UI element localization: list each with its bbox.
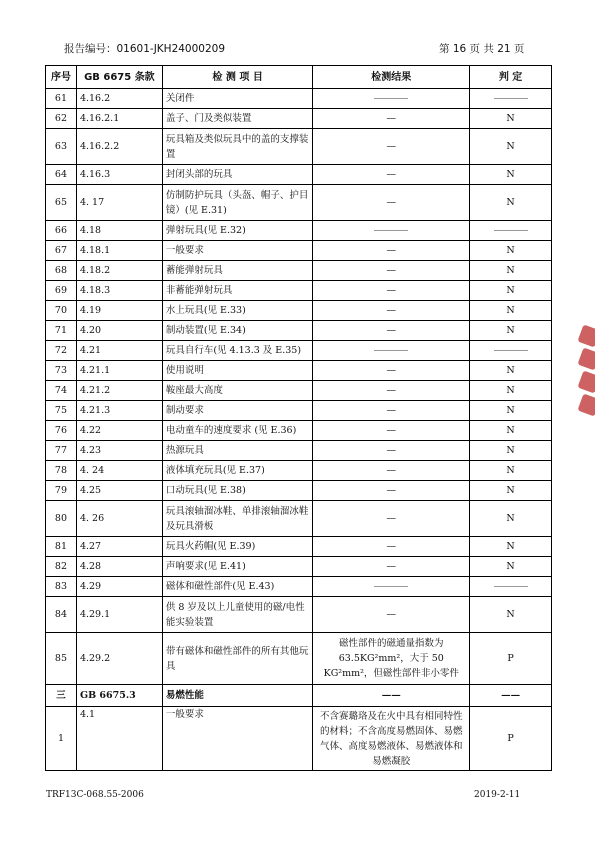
row-number: 83 <box>46 577 77 597</box>
row-number: 81 <box>46 537 77 557</box>
result-cell: — <box>313 261 470 281</box>
result-cell: — <box>313 537 470 557</box>
clause-cell: 4.18.1 <box>76 241 162 261</box>
verdict-cell: N <box>470 481 552 501</box>
table-row <box>46 501 552 537</box>
item-cell: 玩具滚轴溜冰鞋、单排滚轴溜冰鞋及玩具滑板 <box>162 501 313 537</box>
result-cell: — <box>313 241 470 261</box>
col-header-result: 检测结果 <box>313 66 470 89</box>
clause-cell: 4.1 <box>76 707 162 771</box>
result-cell: 不含赛璐珞及在火中具有相同特性的材料；不含高度易燃固体、易燃气体、高度易燃液体、易燃液体和易燃凝胶 <box>313 707 470 771</box>
row-number: 74 <box>46 381 77 401</box>
clause-cell: 4.23 <box>76 441 162 461</box>
clause-cell: 4. 26 <box>76 501 162 537</box>
result-cell: — <box>313 597 470 633</box>
verdict-cell: N <box>470 129 552 165</box>
row-number: 71 <box>46 321 77 341</box>
row-number: 84 <box>46 597 77 633</box>
item-cell: 声响要求(见 E.41) <box>162 557 313 577</box>
clause-cell: 4.16.2.1 <box>76 109 162 129</box>
item-cell: 玩具自行车(见 4.13.3 及 E.35) <box>162 341 313 361</box>
clause-cell: 4.16.3 <box>76 165 162 185</box>
result-cell <box>313 89 470 109</box>
table-row <box>46 301 552 321</box>
item-cell: 液体填充玩具(见 E.37) <box>162 461 313 481</box>
clause-cell: 4.16.2 <box>76 89 162 109</box>
col-header-clause: GB 6675 条款 <box>76 66 162 89</box>
not-applicable-line <box>494 230 528 231</box>
table-row <box>46 241 552 261</box>
verdict-cell: N <box>470 537 552 557</box>
row-number: 68 <box>46 261 77 281</box>
verdict-cell: N <box>470 241 552 261</box>
item-cell: 一般要求 <box>162 707 313 771</box>
row-number: 72 <box>46 341 77 361</box>
row-number: 62 <box>46 109 77 129</box>
result-cell: — <box>313 381 470 401</box>
table-row <box>46 421 552 441</box>
clause-cell: 4.25 <box>76 481 162 501</box>
result-cell <box>313 221 470 241</box>
clause-cell: GB 6675.3 <box>76 685 162 707</box>
not-applicable-line <box>374 230 408 231</box>
verdict-cell: N <box>470 421 552 441</box>
row-number: 64 <box>46 165 77 185</box>
row-number: 66 <box>46 221 77 241</box>
table-row <box>46 461 552 481</box>
table-row <box>46 185 552 221</box>
result-cell: —— <box>313 685 470 707</box>
row-number: 79 <box>46 481 77 501</box>
verdict-cell: N <box>470 185 552 221</box>
item-cell: 封闭头部的玩具 <box>162 165 313 185</box>
item-cell: 玩具火药帽(见 E.39) <box>162 537 313 557</box>
item-cell: 使用说明 <box>162 361 313 381</box>
table-row <box>46 341 552 361</box>
item-cell: 带有磁体和磁性部件的所有其他玩具 <box>162 633 313 685</box>
item-cell: 电动童车的速度要求 (见 E.36) <box>162 421 313 441</box>
table-row <box>46 633 552 685</box>
clause-cell: 4. 17 <box>76 185 162 221</box>
table-row <box>46 321 552 341</box>
verdict-cell <box>470 89 552 109</box>
result-cell: — <box>313 401 470 421</box>
table-row <box>46 261 552 281</box>
item-cell: 磁体和磁性部件(见 E.43) <box>162 577 313 597</box>
result-cell <box>313 341 470 361</box>
table-row <box>46 481 552 501</box>
clause-cell: 4.18.2 <box>76 261 162 281</box>
item-cell: 制动装置(见 E.34) <box>162 321 313 341</box>
item-cell: 口动玩具(见 E.38) <box>162 481 313 501</box>
verdict-cell: P <box>470 633 552 685</box>
result-cell: — <box>313 321 470 341</box>
result-cell: — <box>313 185 470 221</box>
report-number: 报告编号：01601-JKH24000209 <box>64 43 226 55</box>
verdict-cell: N <box>470 165 552 185</box>
clause-cell: 4.16.2.2 <box>76 129 162 165</box>
table-row <box>46 281 552 301</box>
table-row <box>46 361 552 381</box>
clause-cell: 4.21.2 <box>76 381 162 401</box>
clause-cell: 4.18 <box>76 221 162 241</box>
row-number: 三 <box>46 685 77 707</box>
table-row <box>46 89 552 109</box>
result-cell: — <box>313 481 470 501</box>
result-cell: — <box>313 281 470 301</box>
result-cell: — <box>313 557 470 577</box>
result-cell: — <box>313 421 470 441</box>
footer-date: 2019-2-11 <box>474 790 521 800</box>
verdict-cell: N <box>470 401 552 421</box>
row-number: 69 <box>46 281 77 301</box>
verdict-cell <box>470 221 552 241</box>
item-cell: 鞍座最大高度 <box>162 381 313 401</box>
verdict-cell: N <box>470 597 552 633</box>
verdict-cell: N <box>470 321 552 341</box>
row-number: 85 <box>46 633 77 685</box>
verdict-cell: N <box>470 281 552 301</box>
not-applicable-line <box>374 586 408 587</box>
table-row <box>46 381 552 401</box>
row-number: 78 <box>46 461 77 481</box>
result-cell: 磁性部件的磁通量指数为 63.5KG²mm²，大于 50 KG²mm²，但磁性部件非小零件 <box>313 633 470 685</box>
result-cell: — <box>313 361 470 381</box>
table-row <box>46 109 552 129</box>
item-cell: 非蓄能弹射玩具 <box>162 281 313 301</box>
table-row <box>46 557 552 577</box>
clause-cell: 4.21.3 <box>76 401 162 421</box>
table-row <box>46 577 552 597</box>
row-number: 82 <box>46 557 77 577</box>
verdict-cell: N <box>470 109 552 129</box>
clause-cell: 4.19 <box>76 301 162 321</box>
clause-cell: 4. 24 <box>76 461 162 481</box>
item-cell: 盖子、门及类似装置 <box>162 109 313 129</box>
row-number: 70 <box>46 301 77 321</box>
verdict-cell: —— <box>470 685 552 707</box>
result-cell: — <box>313 109 470 129</box>
row-number: 75 <box>46 401 77 421</box>
table-row <box>46 685 552 707</box>
item-cell: 玩具箱及类似玩具中的盖的支撑装置 <box>162 129 313 165</box>
verdict-cell: N <box>470 557 552 577</box>
clause-cell: 4.22 <box>76 421 162 441</box>
item-cell: 弹射玩具(见 E.32) <box>162 221 313 241</box>
verdict-cell: N <box>470 501 552 537</box>
item-cell: 制动要求 <box>162 401 313 421</box>
item-cell: 一般要求 <box>162 241 313 261</box>
clause-cell: 4.21 <box>76 341 162 361</box>
row-number: 80 <box>46 501 77 537</box>
verdict-cell <box>470 577 552 597</box>
result-cell: — <box>313 165 470 185</box>
footer-form-code: TRF13C-068.55-2006 <box>46 790 144 800</box>
clause-cell: 4.27 <box>76 537 162 557</box>
clause-cell: 4.29 <box>76 577 162 597</box>
item-cell: 仿制防护玩具（头盔、帽子、护目镜）(见 E.31) <box>162 185 313 221</box>
row-number: 76 <box>46 421 77 441</box>
row-number: 73 <box>46 361 77 381</box>
row-number: 61 <box>46 89 77 109</box>
table-row <box>46 597 552 633</box>
col-header-verdict: 判 定 <box>470 66 552 89</box>
not-applicable-line <box>374 98 408 99</box>
not-applicable-line <box>494 98 528 99</box>
result-cell: — <box>313 461 470 481</box>
verdict-cell: N <box>470 441 552 461</box>
result-cell: — <box>313 441 470 461</box>
row-number: 65 <box>46 185 77 221</box>
col-header-item: 检 测 项 目 <box>162 66 313 89</box>
clause-cell: 4.28 <box>76 557 162 577</box>
result-cell <box>313 577 470 597</box>
seal-stamp <box>568 322 595 432</box>
table-row <box>46 401 552 421</box>
verdict-cell <box>470 341 552 361</box>
clause-cell: 4.21.1 <box>76 361 162 381</box>
verdict-cell: N <box>470 461 552 481</box>
page-indicator: 第 16 页 共 21 页 <box>439 43 525 55</box>
verdict-cell: N <box>470 301 552 321</box>
test-results-table <box>45 65 552 771</box>
row-number: 77 <box>46 441 77 461</box>
clause-cell: 4.18.3 <box>76 281 162 301</box>
item-cell: 供 8 岁及以上儿童使用的磁/电性能实验装置 <box>162 597 313 633</box>
not-applicable-line <box>494 586 528 587</box>
not-applicable-line <box>494 350 528 351</box>
item-cell: 关闭件 <box>162 89 313 109</box>
table-row <box>46 441 552 461</box>
result-cell: — <box>313 129 470 165</box>
row-number: 67 <box>46 241 77 261</box>
verdict-cell: N <box>470 361 552 381</box>
table-header-row <box>46 66 552 89</box>
result-cell: — <box>313 501 470 537</box>
table-row <box>46 537 552 557</box>
table-row <box>46 129 552 165</box>
item-cell: 易燃性能 <box>162 685 313 707</box>
clause-cell: 4.20 <box>76 321 162 341</box>
table-row <box>46 165 552 185</box>
verdict-cell: N <box>470 261 552 281</box>
not-applicable-line <box>374 350 408 351</box>
table-row <box>46 707 552 771</box>
verdict-cell: P <box>470 707 552 771</box>
clause-cell: 4.29.1 <box>76 597 162 633</box>
clause-cell: 4.29.2 <box>76 633 162 685</box>
col-header-no: 序号 <box>46 66 77 89</box>
item-cell: 蓄能弹射玩具 <box>162 261 313 281</box>
row-number: 1 <box>46 707 77 771</box>
result-cell: — <box>313 301 470 321</box>
item-cell: 热源玩具 <box>162 441 313 461</box>
row-number: 63 <box>46 129 77 165</box>
table-row <box>46 221 552 241</box>
item-cell: 水上玩具(见 E.33) <box>162 301 313 321</box>
verdict-cell: N <box>470 381 552 401</box>
